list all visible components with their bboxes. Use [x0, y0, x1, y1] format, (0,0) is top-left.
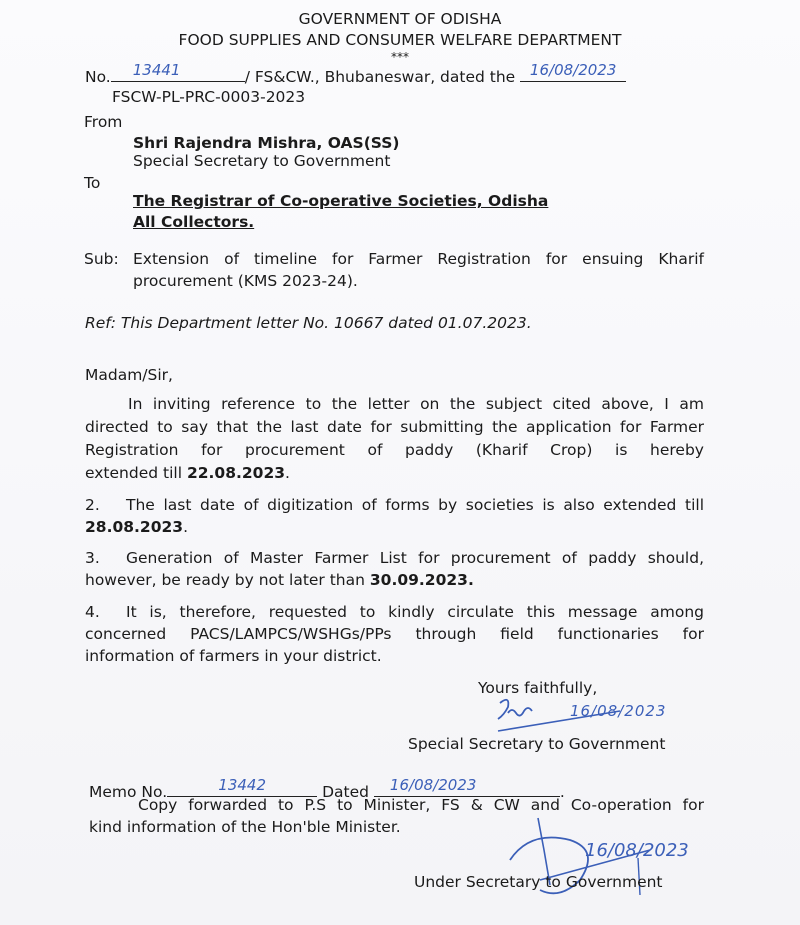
copy-line-2: kind information of the Hon'ble Minister. [89, 818, 401, 836]
department-heading: FOOD SUPPLIES AND CONSUMER WELFARE DEPARTMENT [178, 31, 622, 49]
letter-date-handwritten: 16/08/2023 [529, 61, 617, 79]
para2-number: 2. [85, 496, 100, 514]
to-label: To [84, 174, 101, 192]
para1-line-4 [85, 464, 290, 482]
letter-number-line [85, 61, 626, 86]
memo-date-handwritten: 16/08/2023 [389, 776, 477, 794]
under-secretary-signature-date: 16/08/2023 [585, 840, 689, 861]
special-secretary-designation: Special Secretary to Government [408, 735, 666, 753]
special-secretary-signature-date: 16/08/2023 [570, 702, 667, 720]
header-separator: *** [391, 50, 409, 64]
para2-line-1: The last date of digitization of forms by societies is also extended till [126, 496, 704, 514]
memo-period: . [559, 783, 565, 801]
letter-date-field [520, 61, 626, 82]
subject-line-2: procurement (KMS 2023-24). [133, 272, 358, 290]
from-label: From [84, 113, 123, 131]
memo-number-field [167, 776, 317, 797]
government-heading: GOVERNMENT OF ODISHA [298, 10, 502, 28]
letter-no-suffix: / FS&CW., Bhubaneswar, dated the [244, 68, 516, 86]
para3-line-2-text: however, be ready by not later than [85, 571, 370, 589]
master-list-deadline: 30.09.2023. [369, 571, 474, 589]
letter-no-prefix: No. [85, 68, 111, 86]
para4-line-3: information of farmers in your district. [85, 647, 382, 665]
para1-line-3: Registration for procurement of paddy (Kharif Crop) is hereby [85, 441, 704, 459]
sender-name: Shri Rajendra Mishra, OAS(SS) [133, 134, 400, 152]
letter-number-handwritten: 13441 [132, 61, 181, 79]
yours-faithfully: Yours faithfully, [478, 679, 598, 697]
para4-line-1: It is, therefore, requested to kindly circulate this message among [126, 603, 704, 621]
salutation: Madam/Sir, [85, 366, 173, 384]
memo-date-field [374, 776, 560, 797]
digitization-deadline: 28.08.2023 [85, 518, 184, 536]
memo-prefix: Memo No. [89, 783, 168, 801]
para2-period: . [183, 518, 188, 536]
memo-number-handwritten: 13442 [218, 776, 267, 794]
reference-line: Ref: This Department letter No. 10667 dated 01.07.2023. [85, 314, 532, 332]
para3-line-2 [85, 571, 474, 589]
para1-line-4-text: extended till [85, 464, 187, 482]
letter-number-field [111, 61, 245, 82]
para3-line-1: Generation of Master Farmer List for procurement of paddy should, [126, 549, 704, 567]
para1-line-1: In inviting reference to the letter on the subject cited above, I am [128, 395, 704, 413]
subject-label: Sub: [84, 250, 119, 268]
para1-line-2: directed to say that the last date for submitting the application for Farmer [85, 418, 704, 436]
sender-designation: Special Secretary to Government [133, 152, 391, 170]
recipient-collectors: All Collectors. [133, 213, 255, 231]
recipient-registrar: The Registrar of Co-operative Societies, Odisha [133, 192, 549, 210]
under-secretary-designation: Under Secretary to Government [414, 873, 663, 891]
memo-dated-label: Dated [322, 783, 369, 801]
registration-deadline: 22.08.2023 [186, 464, 286, 482]
para4-number: 4. [85, 603, 100, 621]
para4-line-2: concerned PACS/LAMPCS/WSHGs/PPs through field functionaries for [85, 625, 704, 643]
subject-line-1: Extension of timeline for Farmer Registration for ensuing Kharif [133, 250, 704, 268]
para3-number: 3. [85, 549, 100, 567]
para2-line-2 [85, 518, 188, 536]
file-reference: FSCW-PL-PRC-0003-2023 [112, 88, 306, 106]
copy-line-1: Copy forwarded to P.S to Minister, FS & CW and Co-operation for [138, 796, 704, 814]
para1-period: . [285, 464, 290, 482]
